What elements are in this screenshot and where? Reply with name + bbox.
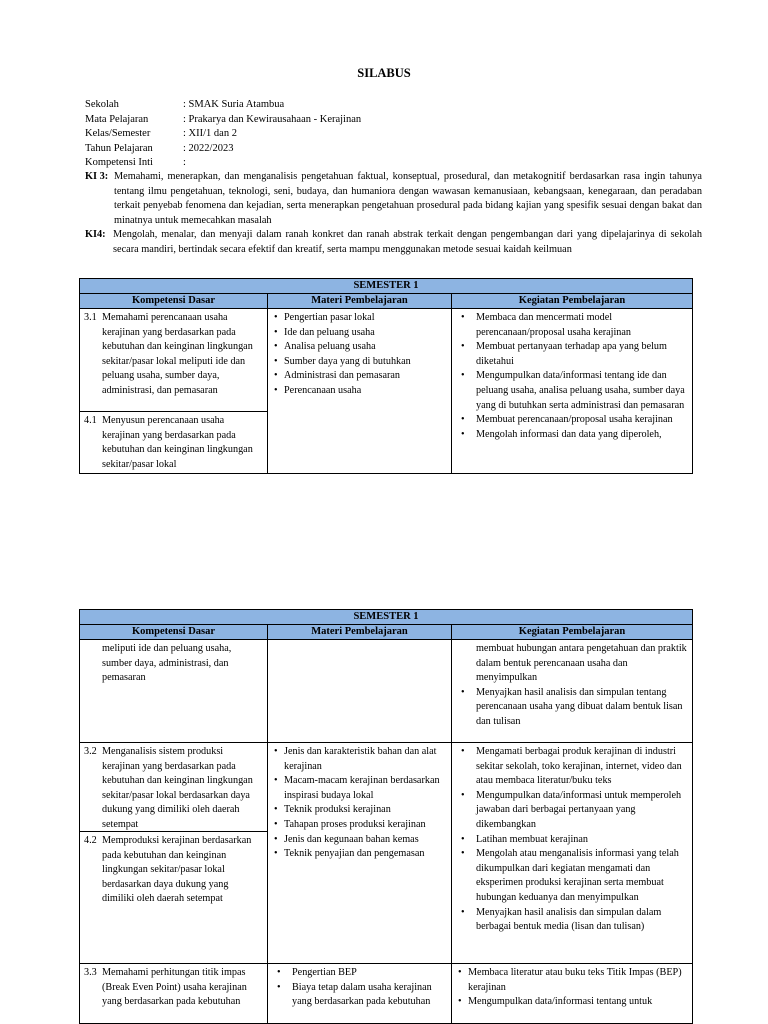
materi-list — [268, 309, 451, 400]
kegiatan-list — [452, 743, 692, 936]
list-item: • Analisa peluang usaha — [272, 340, 447, 355]
list-item: • Membuat perencanaan/proposal usaha kerajinan — [456, 413, 688, 428]
kd-item: 4.1 Menyusun perencanaan usaha kerajinan yang berdasarkan pada kebutuhan dan keinginan lingkungan sekitar/pasar lokal — [80, 411, 267, 473]
list-item: • Pengertian pasar lokal — [272, 311, 447, 326]
list-item: • Mengumpulkan data/informasi untuk memperoleh jawaban dari berbagai pertanyaan yang dikembangkan — [456, 789, 688, 833]
syllabus-table-1 — [79, 278, 693, 474]
kegiatan-header: Kegiatan Pembelajaran — [452, 625, 693, 640]
list-item: • Administrasi dan pemasaran — [272, 369, 447, 384]
ki3-paragraph: KI 3: Memahami, menerapkan, dan menganalisis pengetahuan faktual, konseptual, prosedural, dan metakognitif berdasarkan rasa ingin tahunya tentang ilmu pengetahuan, teknologi, seni, budaya, dan humaniora dengan wawasan kemanusiaan, kebangsaan, kenegaraan, dan peradaban terkait penyebab fenomena dan kejadian, serta menerapkan pengetahuan prosedural pada bidang kajian yang spesifik sesuai dengan bakat dan minatnya untuk memecahkan masalah — [85, 171, 702, 226]
kegiatan-cell — [452, 309, 693, 474]
ki4-paragraph: KI4: Mengolah, menalar, dan menyaji dalam ranah konkret dan ranah abstrak terkait dengan pengembangan dari yang dipelajarinya di sekolah secara mandiri, bertindak secara efektif dan kreatif, serta mampu menggunakan metode sesuai kaidah keilmuan — [85, 229, 702, 255]
kd-header: Kompetensi Dasar — [80, 625, 268, 640]
list-item: • Perencanaan usaha — [272, 384, 447, 399]
list-item: • Ide dan peluang usaha — [272, 326, 447, 341]
list-item: • Membaca dan mencermati model perencanaan/proposal usaha kerajinan — [456, 311, 688, 340]
kd-item: 3.1 Memahami perencanaan usaha kerajinan yang berdasarkan pada kebutuhan dan keinginan lingkungan sekitar/pasar lokal meliputi ide dan peluang usaha, sumber daya, administrasi, dan pemasaran — [84, 312, 253, 396]
materi-cell — [268, 640, 452, 743]
kegiatan-list — [452, 686, 692, 731]
materi-header: Materi Pembelajaran — [268, 625, 452, 640]
info-row: Mata Pelajaran : Prakarya dan Kewirausahaan - Kerajinan — [85, 113, 362, 125]
kegiatan-cell — [452, 964, 693, 1024]
list-item: • Menyajkan hasil analisis dan simpulan dalam berbagai bentuk media (lisan dan tulisan) — [456, 906, 688, 935]
list-item: • Pengertian BEP — [272, 966, 447, 981]
info-row: Sekolah : SMAK Suria Atambua — [85, 99, 285, 110]
list-item: • Mengumpulkan data/informasi tentang ide dan peluang usaha, analisa peluang usaha, sumber daya yang di butuhkan serta administrasi dan pemasaran — [456, 369, 688, 413]
materi-header: Materi Pembelajaran — [268, 294, 452, 309]
syllabus-table-2 — [79, 609, 693, 1024]
materi-list — [268, 743, 451, 863]
kd-item: meliputi ide dan peluang usaha, sumber daya, administrasi, dan pemasaran — [102, 643, 232, 684]
list-item: • Teknik penyajian dan pengemasan — [272, 847, 447, 862]
materi-cell — [268, 309, 452, 474]
kegiatan-continued: membuat hubungan antara pengetahuan dan praktik dalam bentuk perencanaan usaha dan menyimpulkan — [476, 643, 687, 684]
page-title: SILABUS — [357, 66, 411, 80]
materi-cell — [268, 743, 452, 964]
kegiatan-header: Kegiatan Pembelajaran — [452, 294, 693, 309]
kd-item: 3.2 Menganalisis sistem produksi kerajinan yang berdasarkan pada kebutuhan dan keinginan lingkungan sekitar/pasar lokal berdasarkan daya dukung yang dimiliki oleh daerah setempat — [84, 746, 253, 830]
info-row: Kompetensi Inti : — [85, 157, 186, 168]
list-item: • Mengolah informasi dan data yang diperoleh, — [456, 428, 688, 443]
materi-list — [268, 964, 451, 1011]
kegiatan-list — [452, 309, 692, 443]
document-info — [85, 98, 361, 171]
kegiatan-cell — [452, 743, 693, 964]
list-item: • Macam-macam kerajinan berdasarkan inspirasi budaya lokal — [272, 774, 447, 803]
kd-cell — [80, 640, 268, 743]
kd-cell — [80, 743, 268, 964]
list-item: • Teknik produksi kerajinan — [272, 803, 447, 818]
kegiatan-cell — [452, 640, 693, 743]
list-item: • Biaya tetap dalam usaha kerajinan yang berdasarkan pada kebutuhan — [272, 981, 447, 1010]
list-item: • Membuat pertanyaan terhadap apa yang belum diketahui — [456, 340, 688, 369]
list-item: • Sumber daya yang di butuhkan — [272, 355, 447, 370]
list-item: • Jenis dan karakteristik bahan dan alat kerajinan — [272, 745, 447, 774]
list-item: • Mengolah atau menganalisis informasi yang telah dikumpulkan dari kegiatan mengamati dan eksperimen produksi kerajinan serta membuat hubungan keduanya dan menyimpulkan — [456, 847, 688, 905]
kegiatan-list — [452, 964, 692, 1011]
kd-cell — [80, 964, 268, 1024]
materi-cell — [268, 964, 452, 1024]
info-row: Kelas/Semester : XII/1 dan 2 — [85, 128, 237, 139]
kd-item: 4.2 Memproduksi kerajinan berdasarkan pada kebutuhan dan keinginan lingkungan sekitar/pasar lokal berdasarkan daya dukung yang dimiliki oleh daerah setempat — [80, 831, 267, 908]
semester-header: SEMESTER 1 — [80, 279, 693, 294]
info-row: Tahun Pelajaran : 2022/2023 — [85, 142, 234, 154]
list-item: • Mengamati berbagai produk kerajinan di industri sekitar sekolah, toko kerajinan, internet, video dan atau membaca literatur/buku teks — [456, 745, 688, 789]
kd-item: 3.3 Memahami perhitungan titik impas (Break Even Point) usaha kerajinan yang berdasarkan pada kebutuhan — [84, 967, 247, 1008]
list-item: • Tahapan proses produksi kerajinan — [272, 818, 447, 833]
kd-header: Kompetensi Dasar — [80, 294, 268, 309]
list-item: • Jenis dan kegunaan bahan kemas — [272, 833, 447, 848]
list-item: • Membaca literatur atau buku teks Titik Impas (BEP) kerajinan — [456, 966, 688, 995]
kd-cell — [80, 309, 268, 474]
list-item: • Menyajkan hasil analisis dan simpulan tentang perencanaan usaha yang dibuat dalam bentuk lisan dan tulisan — [456, 686, 688, 730]
list-item: • Mengumpulkan data/informasi tentang untuk — [456, 995, 688, 1010]
semester-header: SEMESTER 1 — [80, 610, 693, 625]
list-item: • Latihan membuat kerajinan — [456, 833, 688, 848]
